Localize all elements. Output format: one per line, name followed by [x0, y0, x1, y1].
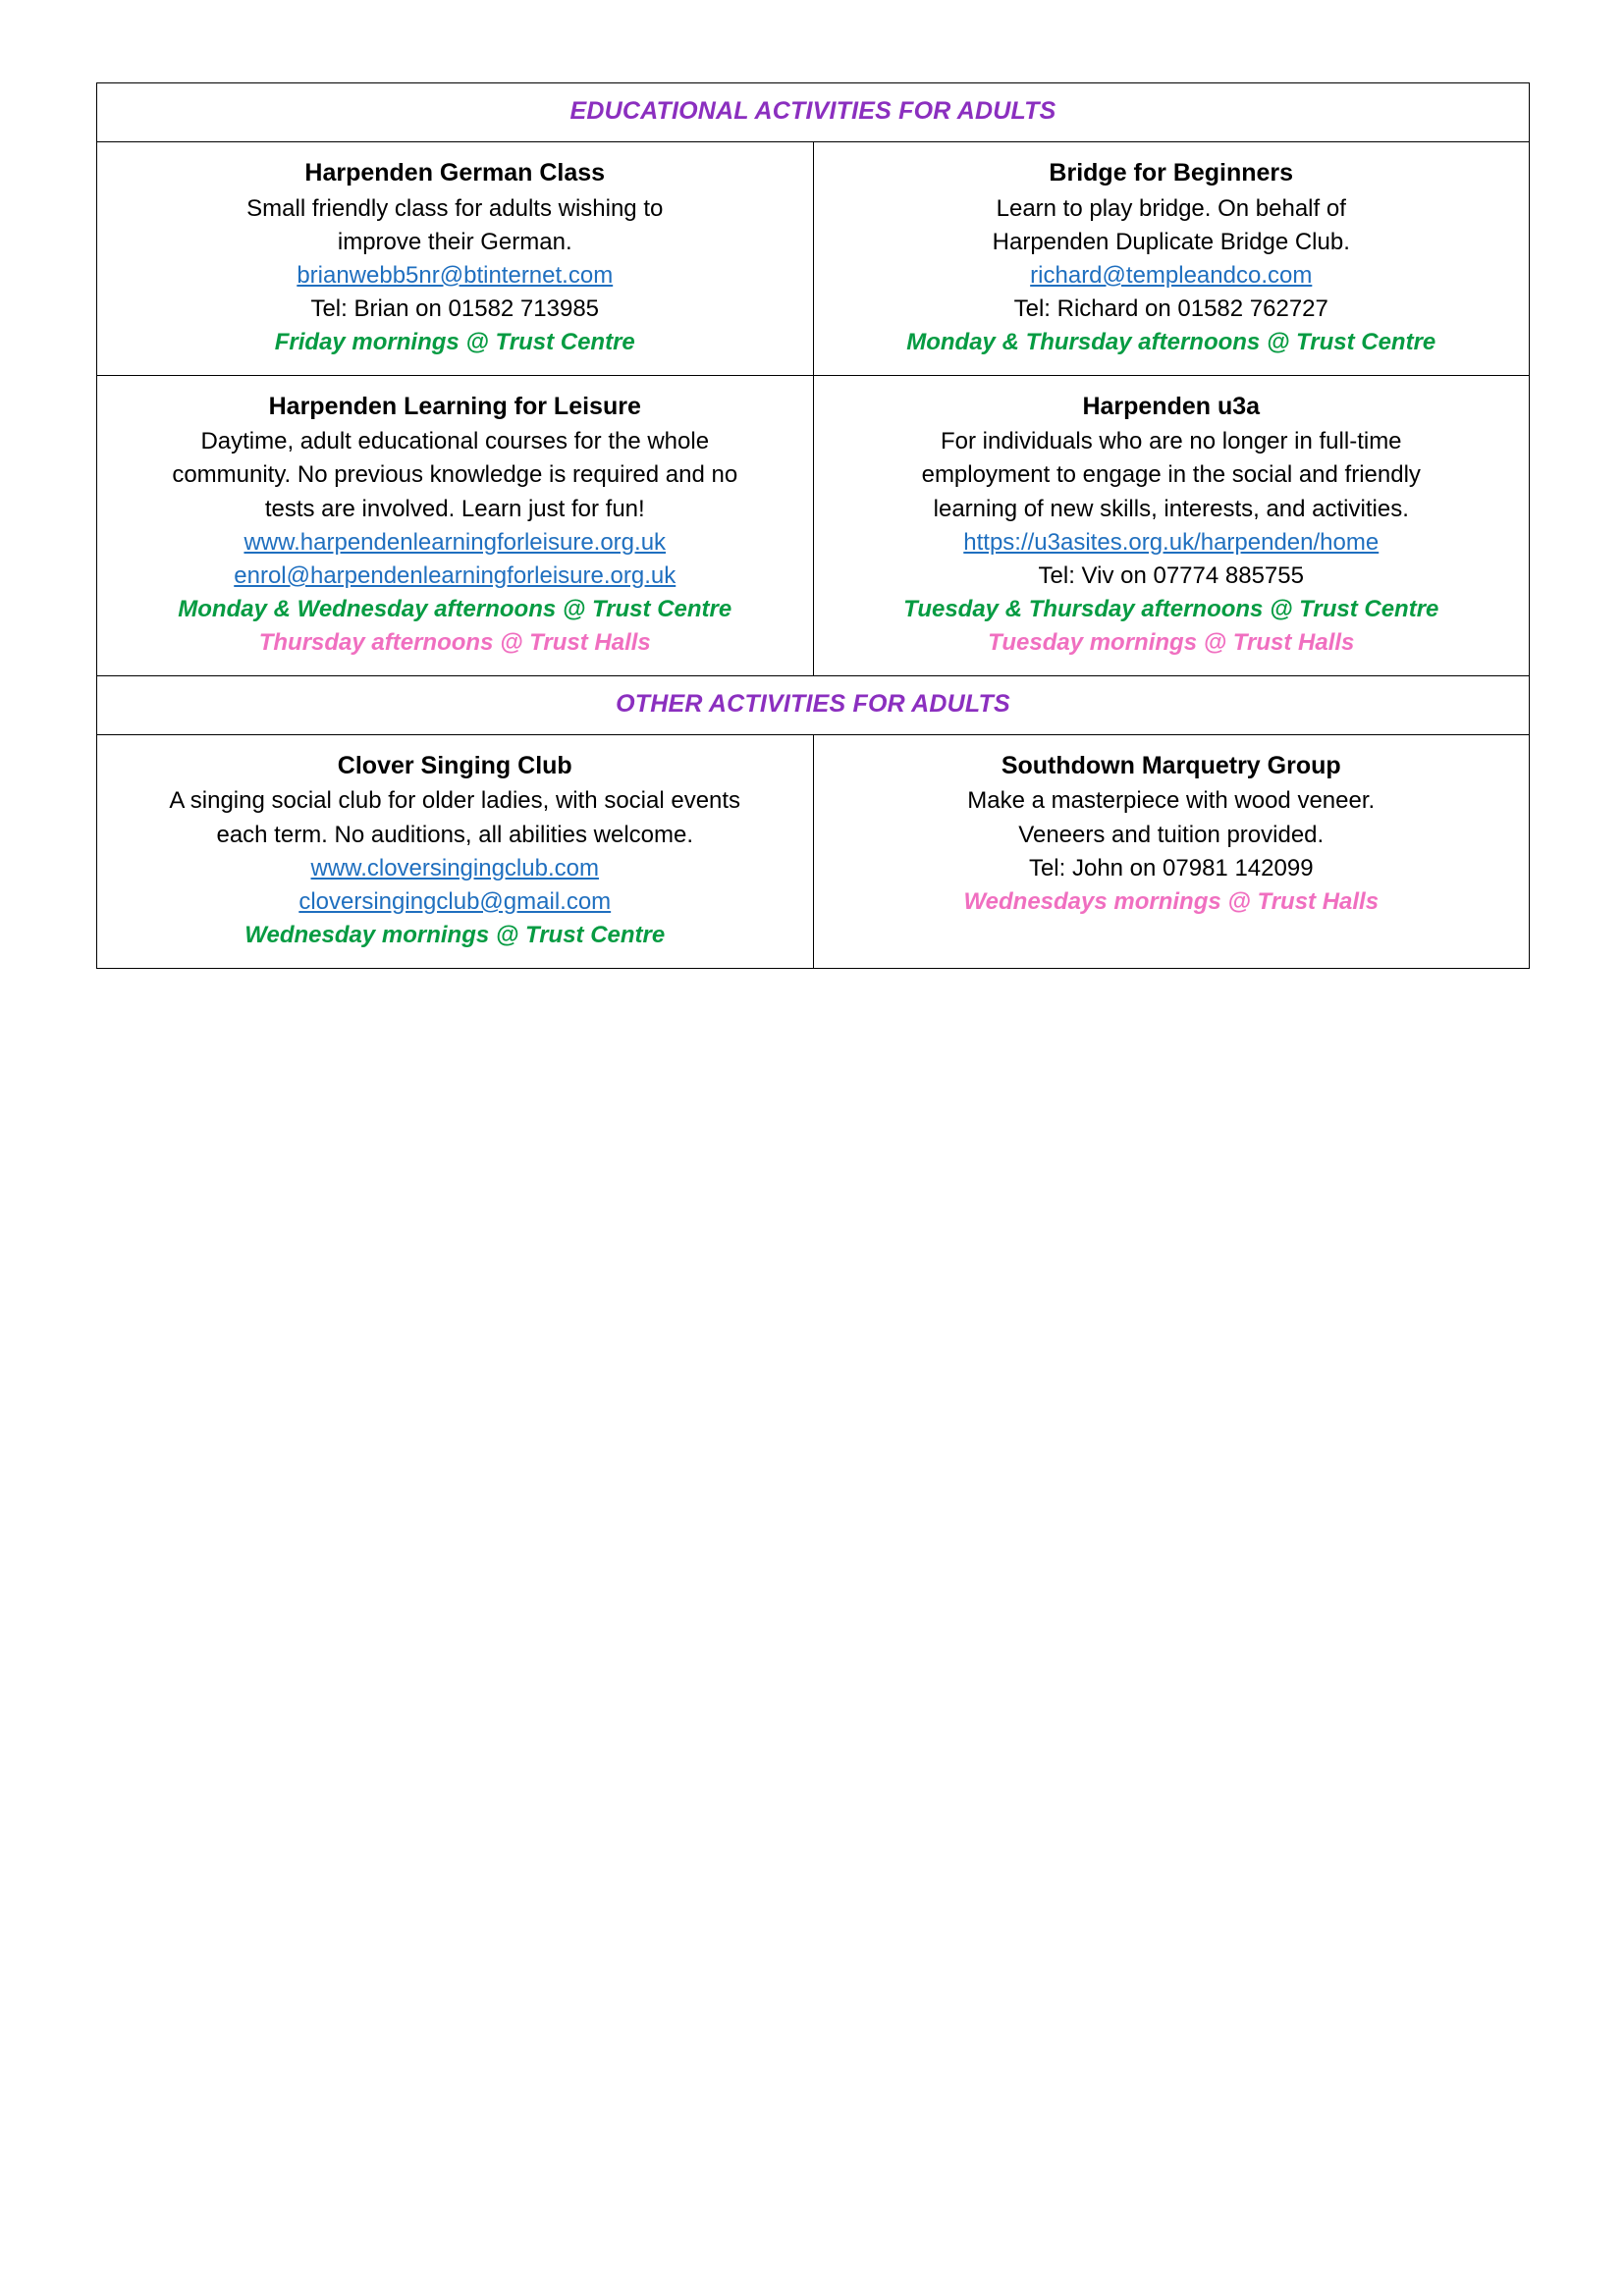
activity-description-line: employment to engage in the social and friendly	[921, 461, 1421, 489]
activity-description-line: Small friendly class for adults wishing to	[246, 194, 664, 222]
activity-email-link[interactable]: richard@templeandco.com	[1030, 261, 1313, 289]
activity-website-link[interactable]: www.cloversingingclub.com	[310, 854, 599, 881]
table-row	[97, 142, 1530, 376]
activity-description-line: tests are involved. Learn just for fun!	[264, 495, 645, 522]
activity-when-trust-halls: Wednesdays mornings @ Trust Halls	[963, 887, 1380, 915]
section-title-other: OTHER ACTIVITIES FOR ADULTS	[616, 689, 1010, 718]
activity-website-link[interactable]: https://u3asites.org.uk/harpenden/home	[963, 528, 1380, 556]
activity-email-link[interactable]: brianwebb5nr@btinternet.com	[297, 261, 614, 289]
activity-description-line: Daytime, adult educational courses for the whole	[200, 428, 710, 455]
activity-description-line: Make a masterpiece with wood veneer.	[967, 787, 1376, 815]
activity-telephone: Tel: John on 07981 142099	[1028, 854, 1314, 881]
section-header-row-educational	[97, 83, 1530, 142]
activity-description-line: A singing social club for older ladies, with social events	[169, 787, 741, 815]
activity-description-line: Harpenden Duplicate Bridge Club.	[992, 228, 1350, 255]
activity-title: Harpenden u3a	[1082, 392, 1261, 420]
activity-title: Bridge for Beginners	[1049, 159, 1294, 187]
activity-when-trust-centre: Wednesday mornings @ Trust Centre	[244, 921, 666, 948]
activity-card	[826, 749, 1518, 919]
activities-table	[96, 82, 1530, 969]
activity-cell-clover-singing-club	[97, 734, 814, 968]
activity-card	[109, 749, 801, 952]
activity-description-line: For individuals who are no longer in full-time	[940, 428, 1402, 455]
section-header-cell-other	[97, 675, 1530, 734]
activity-when-trust-halls: Thursday afternoons @ Trust Halls	[258, 628, 651, 656]
section-header-row-other	[97, 675, 1530, 734]
activity-email-link[interactable]: cloversingingclub@gmail.com	[298, 887, 612, 915]
activity-cell-harpenden-u3a	[813, 375, 1530, 675]
activity-email-link[interactable]: enrol@harpendenlearningforleisure.org.uk	[234, 561, 677, 589]
activity-when-trust-centre: Tuesday & Thursday afternoons @ Trust Centre	[903, 595, 1439, 622]
activity-website-link[interactable]: www.harpendenlearningforleisure.org.uk	[244, 528, 667, 556]
activity-description-line: Learn to play bridge. On behalf of	[996, 194, 1346, 222]
activity-title: Clover Singing Club	[337, 751, 572, 779]
activity-description-line: improve their German.	[337, 228, 572, 255]
activity-telephone: Tel: Richard on 01582 762727	[1013, 294, 1328, 322]
activity-cell-german-class	[97, 142, 814, 376]
activity-title: Harpenden German Class	[304, 159, 606, 187]
activity-when-trust-centre: Monday & Thursday afternoons @ Trust Centre	[906, 328, 1436, 355]
activity-description-line: Veneers and tuition provided.	[1018, 821, 1325, 848]
activity-when-trust-centre: Monday & Wednesday afternoons @ Trust Centre	[178, 595, 732, 622]
section-header-cell-educational	[97, 83, 1530, 142]
activity-card	[826, 156, 1518, 359]
activity-cell-bridge-for-beginners	[813, 142, 1530, 376]
activities-table-body	[97, 83, 1530, 969]
activity-description-line: learning of new skills, interests, and activities.	[933, 495, 1409, 522]
activity-when-trust-halls: Tuesday mornings @ Trust Halls	[988, 628, 1355, 656]
activity-cell-learning-for-leisure	[97, 375, 814, 675]
section-title-educational: EDUCATIONAL ACTIVITIES FOR ADULTS	[569, 97, 1056, 125]
activity-card	[826, 390, 1518, 660]
activity-card	[109, 390, 801, 660]
activity-title: Harpenden Learning for Leisure	[268, 392, 641, 420]
table-row	[97, 734, 1530, 968]
activity-telephone: Tel: Brian on 01582 713985	[310, 294, 600, 322]
activity-description-line: community. No previous knowledge is required and no	[172, 461, 738, 489]
activity-when-trust-centre: Friday mornings @ Trust Centre	[274, 328, 635, 355]
activity-title: Southdown Marquetry Group	[1001, 751, 1341, 779]
activity-telephone: Tel: Viv on 07774 885755	[1038, 561, 1304, 589]
activity-card	[109, 156, 801, 359]
table-row	[97, 375, 1530, 675]
activity-cell-southdown-marquetry-group	[813, 734, 1530, 968]
activity-description-line: each term. No auditions, all abilities welcome.	[216, 821, 694, 848]
